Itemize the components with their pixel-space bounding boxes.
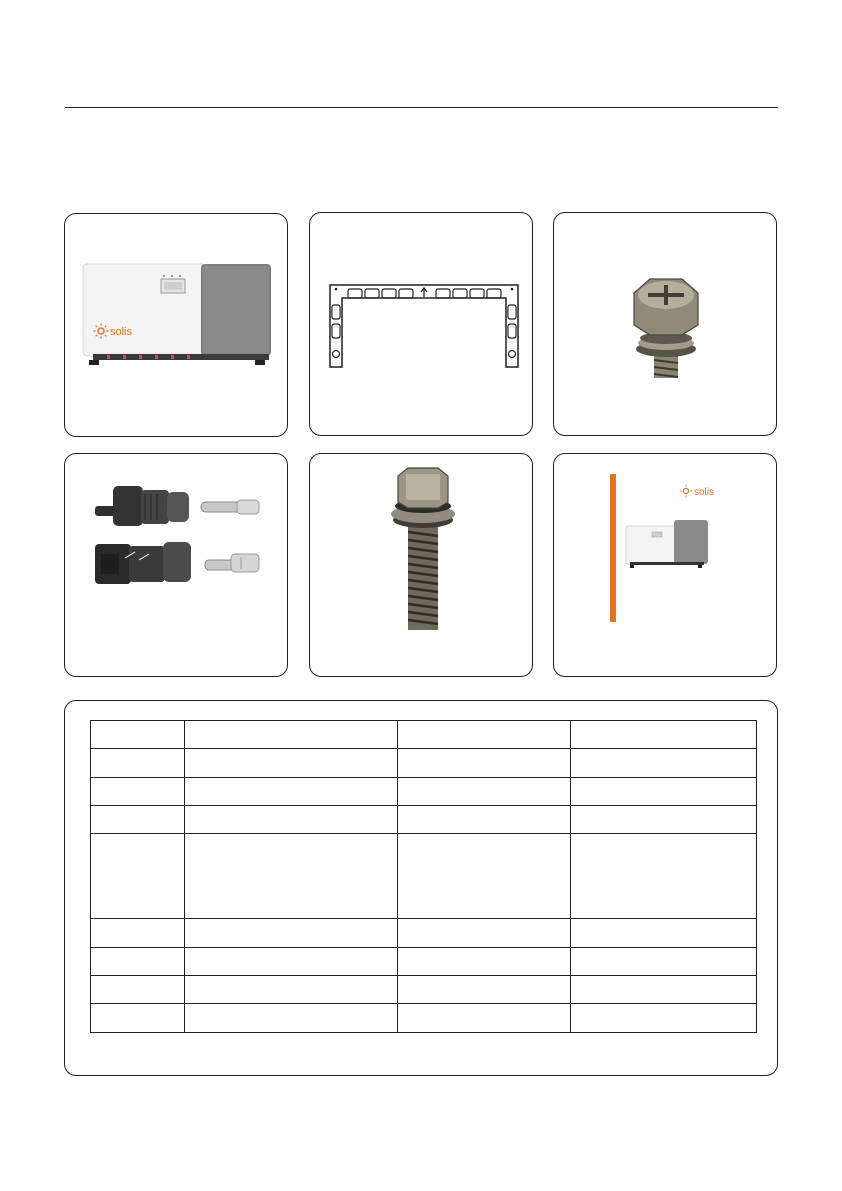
table-cell [185, 806, 398, 834]
bolt-icon [310, 454, 533, 677]
table-row [91, 778, 757, 806]
bracket-card [309, 212, 533, 436]
table-cell [91, 919, 185, 948]
bracket-icon [310, 213, 533, 436]
table-row [91, 721, 757, 749]
table-cell [185, 976, 398, 1004]
table-cell [91, 1004, 185, 1033]
table-cell [91, 806, 185, 834]
table-cell [398, 948, 571, 976]
table-row [91, 948, 757, 976]
table-cell [571, 948, 757, 976]
screw-card [553, 212, 777, 436]
table-cell [91, 721, 185, 749]
table-cell [398, 1004, 571, 1033]
table-cell [398, 806, 571, 834]
header-rule [65, 107, 778, 108]
table-row [91, 749, 757, 778]
table-cell [398, 919, 571, 948]
table-cell [398, 749, 571, 778]
table-cell [571, 806, 757, 834]
parts-table-box [64, 700, 778, 1076]
table-cell [185, 1004, 398, 1033]
table-row [91, 1004, 757, 1033]
table-cell [571, 749, 757, 778]
table-cell [398, 834, 571, 919]
parts-table [90, 720, 757, 1033]
table-cell [571, 1004, 757, 1033]
table-cell [398, 778, 571, 806]
manual-icon [554, 454, 777, 677]
table-row [91, 919, 757, 948]
manual-card [553, 453, 777, 677]
inverter-card [64, 213, 288, 437]
bolt-card [309, 453, 533, 677]
table-cell [571, 919, 757, 948]
table-row [91, 976, 757, 1004]
connector-card [64, 453, 288, 677]
table-cell [571, 834, 757, 919]
table-cell [571, 976, 757, 1004]
table-cell [185, 948, 398, 976]
table-row [91, 806, 757, 834]
svg-text:solis: solis [694, 487, 715, 498]
table-cell [91, 976, 185, 1004]
table-cell [185, 834, 398, 919]
table-cell [91, 778, 185, 806]
table-cell [91, 749, 185, 778]
table-cell [571, 721, 757, 749]
table-cell [91, 948, 185, 976]
inverter-icon [65, 214, 288, 437]
table-cell [185, 778, 398, 806]
table-row [91, 834, 757, 919]
table-cell [398, 976, 571, 1004]
table-cell [571, 778, 757, 806]
table-cell [185, 749, 398, 778]
svg-text:solis: solis [110, 326, 133, 338]
table-cell [185, 919, 398, 948]
manual-logo-icon [680, 485, 714, 498]
table-cell [398, 721, 571, 749]
table-cell [185, 721, 398, 749]
connector-icon [65, 454, 288, 677]
table-cell [91, 834, 185, 919]
screw-icon [554, 213, 777, 436]
